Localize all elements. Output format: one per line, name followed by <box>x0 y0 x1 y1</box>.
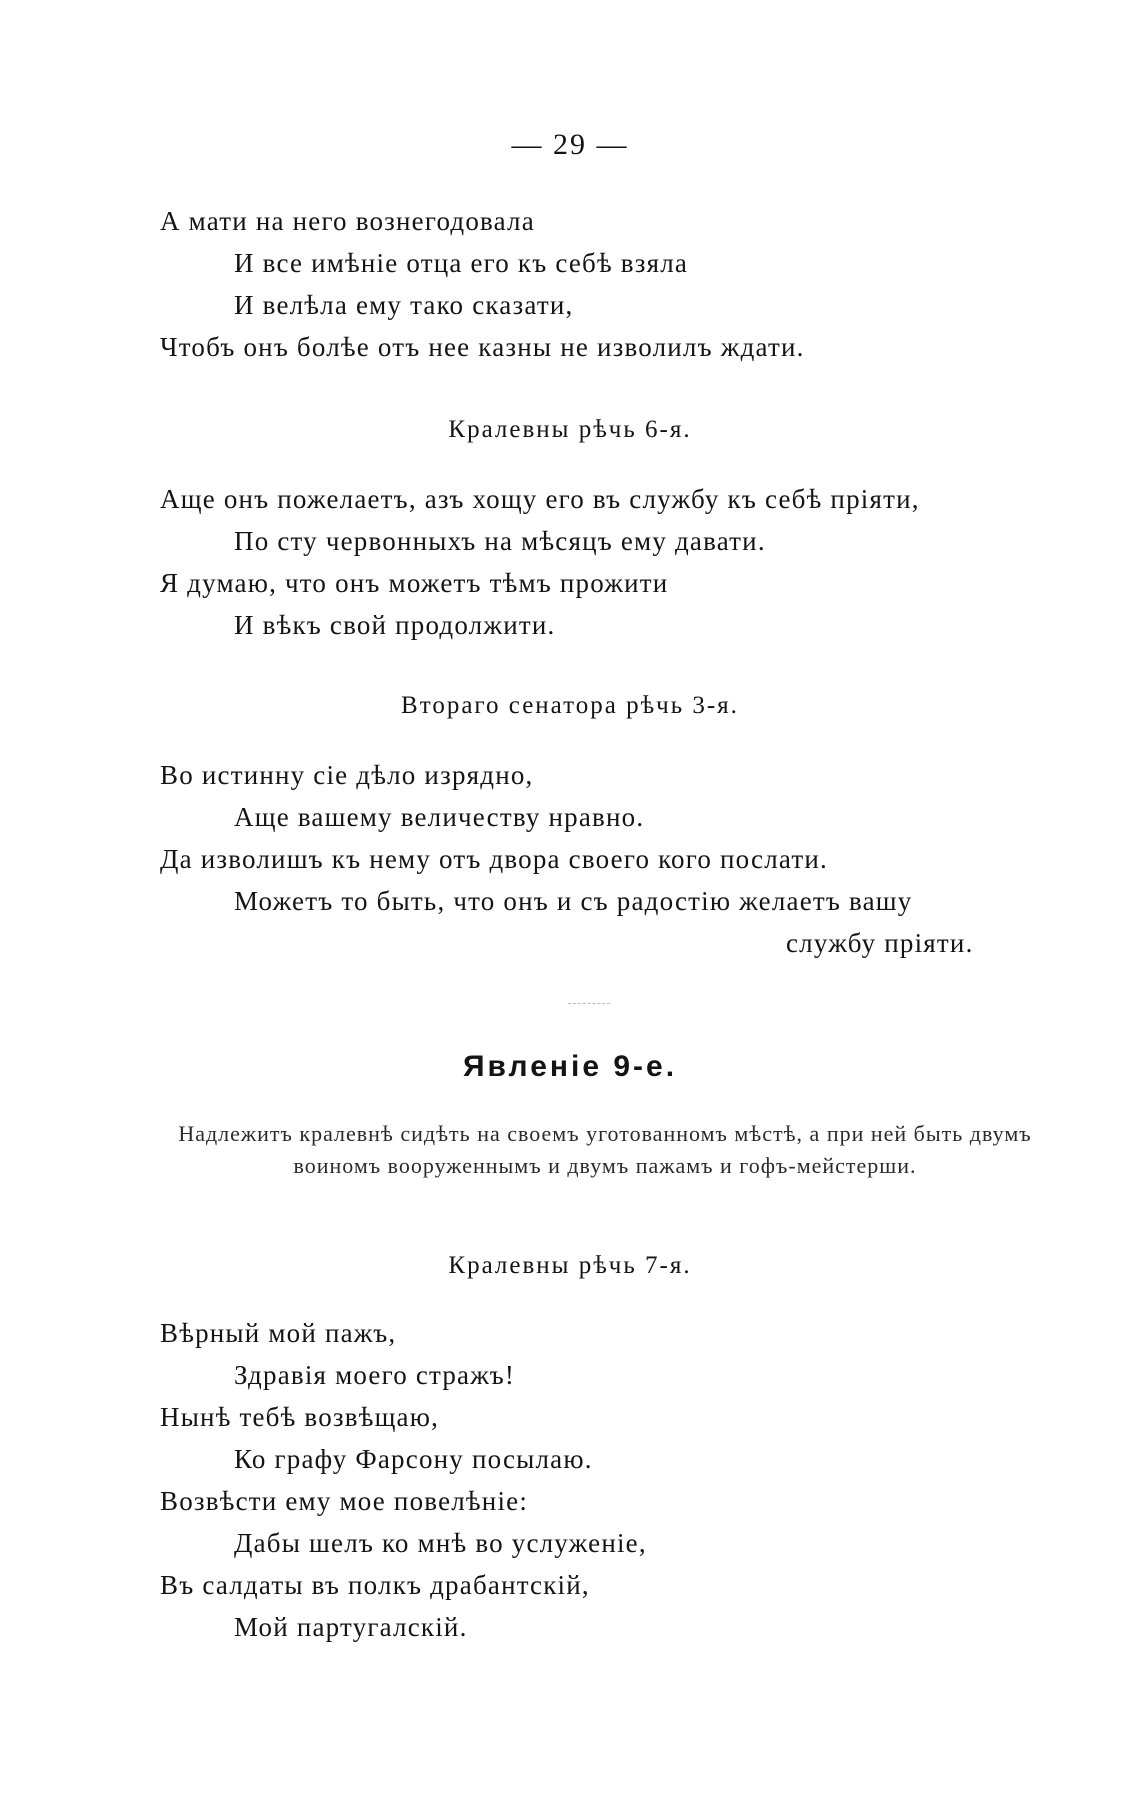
verse-line: Здравія моего стражъ! <box>234 1360 516 1390</box>
verse-line: И велѣла ему тако сказати, <box>234 290 574 320</box>
verse-line: Въ салдаты въ полкъ драбантскій, <box>160 1570 590 1600</box>
verse-line: Мой партугалскій. <box>234 1612 468 1642</box>
verse-line: службу пріяти. <box>786 928 974 958</box>
verse-line: По сту червонныхъ на мѣсяцъ ему давати. <box>234 526 766 556</box>
section-divider <box>568 1003 610 1004</box>
verse-line: Да изволишъ къ нему отъ двора своего кого послати. <box>160 844 828 874</box>
speech-heading: Кралевны рѣчь 7-я. <box>448 1252 692 1279</box>
verse-line: Чтобъ онъ болѣе отъ нее казны не изволилъ ждати. <box>160 332 805 362</box>
verse-line: Ко графу Фарсону посылаю. <box>234 1444 593 1474</box>
verse-line: Можетъ то быть, что онъ и съ радостію желаетъ вашу <box>234 886 913 916</box>
verse-line: Дабы шелъ ко мнѣ во услуженіе, <box>234 1528 647 1558</box>
verse-line: Аще вашему величеству нравно. <box>234 802 645 832</box>
verse-line: Нынѣ тебѣ возвѣщаю, <box>160 1402 440 1432</box>
verse-line: И все имѣніе отца его къ себѣ взяла <box>234 248 689 278</box>
verse-line: И вѣкъ свой продолжити. <box>234 610 556 640</box>
page-number: — 29 — <box>511 128 629 161</box>
speech-heading: Втораго сенатора рѣчь 3-я. <box>401 692 739 719</box>
verse-line: Во истинну сіе дѣло изрядно, <box>160 760 534 790</box>
stage-direction: Надлежитъ кралевнѣ сидѣть на своемъ уготованномъ мѣстѣ, а при ней быть двумъ воиномъ вооруженнымъ и двумъ пажамъ и гофъ-мейстерши. <box>178 1121 1032 1178</box>
speech-heading: Кралевны рѣчь 6-я. <box>448 416 692 443</box>
verse-line: А мати на него вознегодовала <box>160 206 535 236</box>
verse-line: Аще онъ пожелаетъ, азъ хощу его въ службу къ себѣ пріяти, <box>160 484 920 514</box>
scene-title: Явленіе 9-е. <box>462 1050 678 1083</box>
verse-line: Возвѣсти ему мое повелѣніе: <box>160 1486 529 1516</box>
verse-line: Вѣрный мой пажъ, <box>160 1318 397 1348</box>
verse-line: Я думаю, что онъ можетъ тѣмъ прожити <box>160 568 669 598</box>
